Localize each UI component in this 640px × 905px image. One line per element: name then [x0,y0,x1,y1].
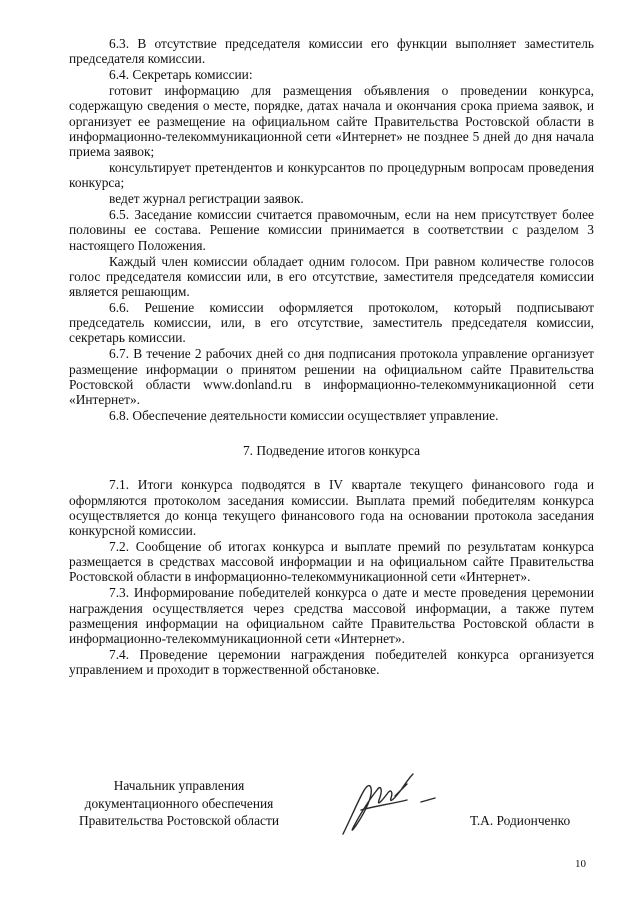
paragraph-6-5: 6.5. Заседание комиссии считается правомочным, если на нем присутствует более половины ее состава. Решение комиссии принимается в соответствии с разделом 3 настоящего Положения. [69,207,594,253]
paragraph-7-2: 7.2. Сообщение об итогах конкурса и выплате премий по результатам конкурса размещается в средствах массовой информации и на официальном сайте Правительства Ростовской области в информационно-телекоммуникационной сети «Интернет». [69,539,594,585]
paragraph-7-4: 7.4. Проведение церемонии награждения победителей конкурса организуется управлением и проходит в торжественной обстановке. [69,647,594,678]
signatory-name: Т.А. Родионченко [470,813,571,828]
handwritten-signature [335,770,455,840]
paragraph-6-8: 6.8. Обеспечение деятельности комиссии осуществляет управление. [109,408,499,424]
paragraph-6-3: 6.3. В отсутствие председателя комиссии его функции выполняет заместитель председателя комиссии. [69,36,594,67]
paragraph-6-4-item-3: ведет журнал регистрации заявок. [109,191,304,207]
signatory-position-line-1: Начальник управления [113,778,245,793]
paragraph-6-4-item-2: консультирует претендентов и конкурсантов по процедурным вопросам проведения конкурса; [69,160,594,191]
paragraph-6-4: 6.4. Секретарь комиссии: [109,67,253,83]
document-body [69,36,594,677]
paragraph-6-5-cont: Каждый член комиссии обладает одним голосом. При равном количестве голосов голос председателя комиссии или, в его отсутствие, заместителя председателя комиссии является решающим. [69,253,594,300]
paragraph-6-4-item-1: готовит информацию для размещения объявления о проведении конкурса, содержащую сведения о месте, порядке, датах начала и окончания срока приема заявок, и организует ее размещение на официальном сайте Правительства Ростовской области в информационно-телекоммуникационной сети «Интернет» не позднее 5 дней до дня начала приема заявок; [69,83,594,160]
paragraph-6-7: 6.7. В течение 2 рабочих дней со дня подписания протокола управление организует размещение информации о принятом решении на официальном сайте Правительства Ростовской области www.donland.ru в информационно-телекоммуникационной сети «Интернет». [69,346,594,408]
paragraph-6-6: 6.6. Решение комиссии оформляется протоколом, который подписывают председатель комиссии, или, в его отсутствие, заместитель председателя комиссии, секретарь комиссии. [69,300,594,346]
signatory-position [69,777,289,830]
signatory-position-line-3: Правительства Ростовской области [78,813,280,828]
signatory-position-line-2: документационного обеспечения [84,795,274,811]
paragraph-7-1: 7.1. Итоги конкурса подводятся в IV квартале текущего финансового года и оформляются протоколом заседания комиссии. Выплата премий победителям конкурса осуществляется до конца текущего финансового года на основании протокола заседания конкурсной комиссии. [69,477,594,539]
page-number: 10 [575,858,586,870]
paragraph-7-3: 7.3. Информирование победителей конкурса о дате и месте проведения церемонии награждения осуществляется через средства массовой информации, а также путем размещения информации на официальном сайте Правительства Ростовской области в информационно-телекоммуникационной сети «Интернет». [69,585,594,647]
section-7-heading: 7. Подведение итогов конкурса [242,443,421,459]
